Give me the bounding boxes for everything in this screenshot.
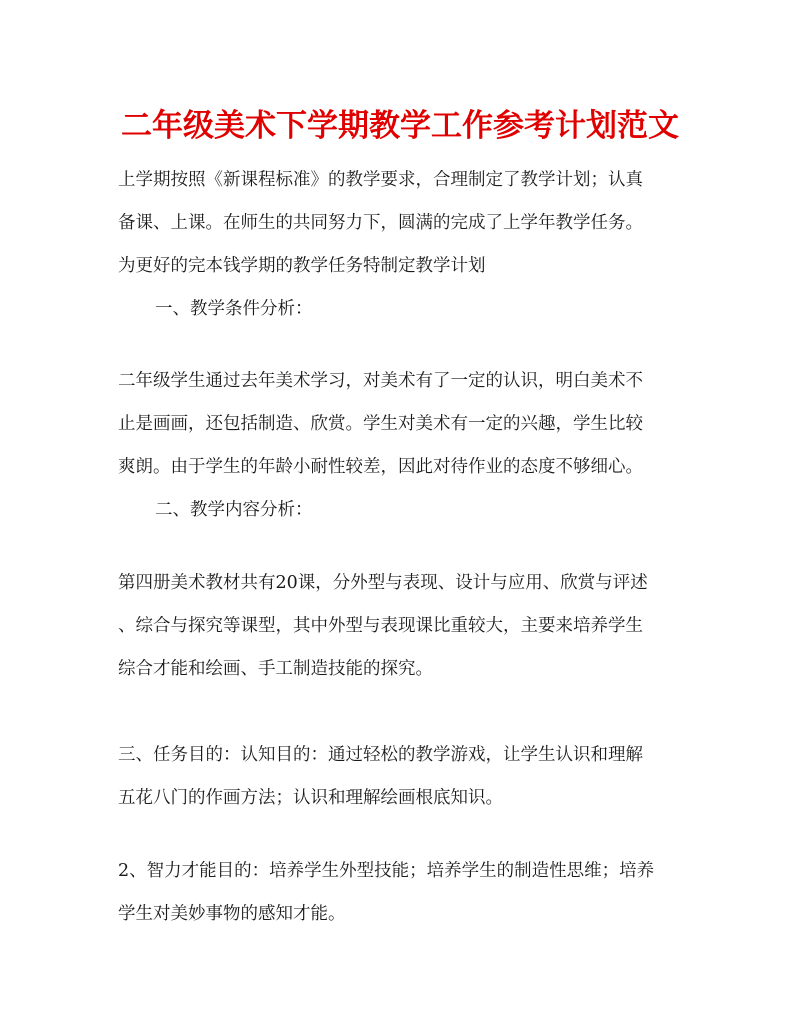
- section1-line: 止是画画，还包括制造、欣赏。学生对美术有一定的兴趣，学生比较: [118, 414, 643, 434]
- section2-heading: [155, 489, 725, 532]
- section1-heading-text: 一、教学条件分析：: [155, 299, 313, 319]
- intro-line: 备课、上课。在师生的共同努力下，圆满的完成了上学年教学任务。: [118, 213, 643, 233]
- section2-heading-text: 二、教学内容分析：: [155, 500, 313, 520]
- section4-line: 学生对美妙事物的感知才能。: [118, 904, 346, 924]
- section4-paragraph: [118, 850, 688, 936]
- section1-line: 爽朗。由于学生的年龄小耐性较差，因此对待作业的态度不够细心。: [118, 457, 643, 477]
- section3-line: 五花八门的作画方法；认识和理解绘画根底知识。: [118, 788, 503, 808]
- section2-line: 、综合与探究等课型，其中外型与表现课比重较大，主要来培养学生: [118, 616, 643, 636]
- section3-paragraph: [118, 734, 688, 820]
- section4-line: 2、智力才能目的：培养学生外型技能；培养学生的制造性思维；培养: [118, 861, 655, 881]
- section1-paragraph: [118, 360, 688, 489]
- section1-line: 二年级学生通过去年美术学习，对美术有了一定的认识，明白美术不: [118, 371, 643, 391]
- section2-line: 综合才能和绘画、手工制造技能的探究。: [118, 659, 433, 679]
- document-title: 二年级美术下学期教学工作参考计划范文: [121, 108, 679, 144]
- section3-line: 三、任务目的：认知目的：通过轻松的教学游戏，让学生认识和理解: [118, 745, 643, 765]
- intro-paragraph: [118, 159, 688, 288]
- intro-line: 为更好的完本钱学期的教学任务特制定教学计划: [118, 256, 486, 276]
- section1-heading: [155, 288, 725, 331]
- section2-line: 第四册美术教材共有20课，分外型与表现、设计与应用、欣赏与评述: [118, 573, 648, 593]
- intro-line: 上学期按照《新课程标准》的教学要求，合理制定了教学计划；认真: [118, 170, 643, 190]
- section2-paragraph: [118, 562, 688, 691]
